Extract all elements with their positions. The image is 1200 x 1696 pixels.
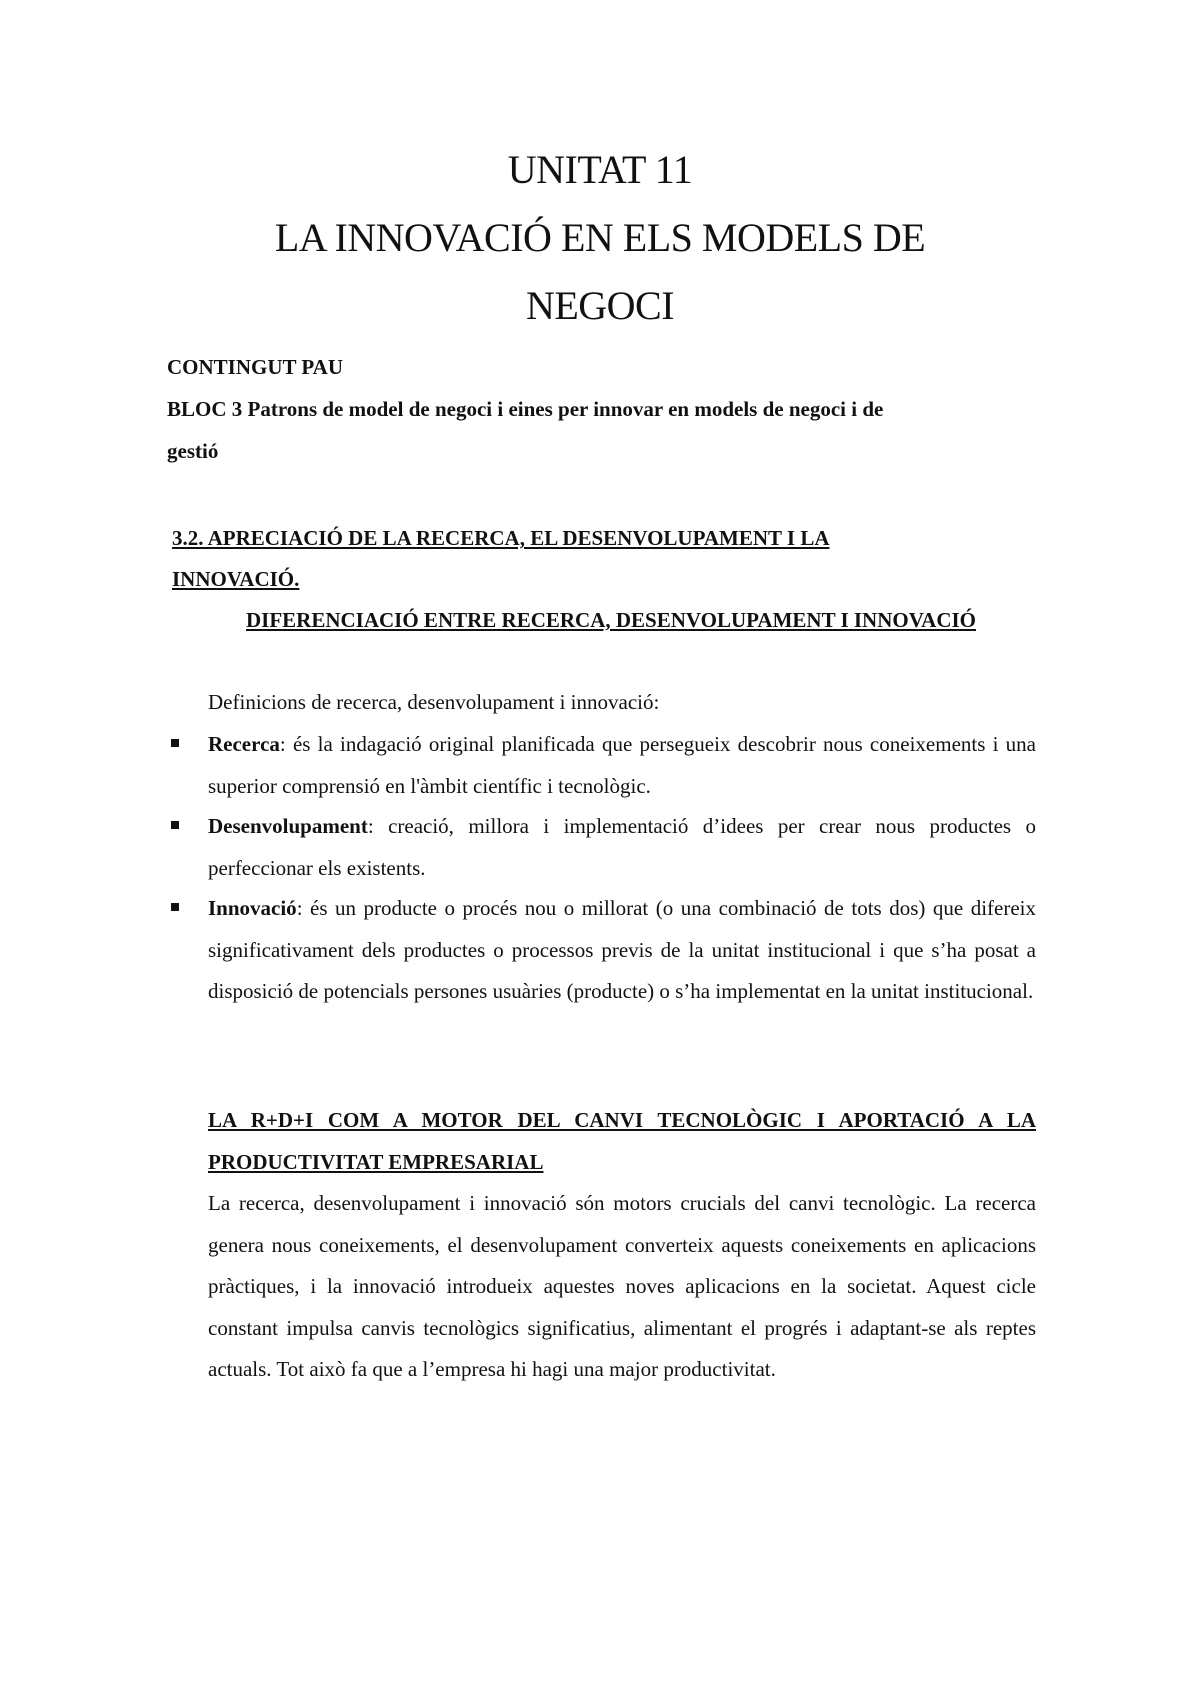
unit-subtitle-line1: LA INNOVACIÓ EN ELS MODELS DE — [274, 215, 926, 260]
bloc-line1: BLOC 3 Patrons de model de negoci i eines per innovar en models de negoci i de — [167, 397, 884, 421]
definition-desenvolupament: : creació, millora i implementació d’idees per crear nous productes o perfeccionar els existents. — [208, 814, 1036, 880]
square-bullet-icon — [171, 821, 179, 829]
definition-recerca: : és la indagació original planificada que persegueix descobrir nous coneixements i una superior comprensió en l'àmbit científic i tecnològic. — [208, 732, 1036, 798]
list-item-recerca — [208, 724, 1036, 807]
term-desenvolupament: Desenvolupament — [208, 814, 368, 838]
rdi-paragraph: La recerca, desenvolupament i innovació són motors crucials del canvi tecnològic. La recerca genera nous coneixements, el desenvolupament converteix aquests coneixements en aplicacions pràctiques, i la innovació introdueix aquestes noves aplicacions en la societat. Aquest cicle constant impulsa canvis tecnològics significatius, alimentant el progrés i adaptant-se als reptes actuals. Tot això fa que a l’empresa hi hagi una major productivitat. — [208, 1191, 1036, 1381]
unit-title: UNITAT 11 — [507, 147, 693, 192]
term-recerca: Recerca — [208, 732, 280, 756]
list-item-desenvolupament — [208, 806, 1036, 889]
list-item-innovacio — [208, 888, 1036, 1013]
section-heading-rdi: LA R+D+I COM A MOTOR DEL CANVI TECNOLÒGIC I APORTACIÓ A LA PRODUCTIVITAT EMPRESARIAL — [208, 1108, 1036, 1174]
square-bullet-icon — [171, 903, 179, 911]
section-heading-3-2: 3.2. APRECIACIÓ DE LA RECERCA, EL DESENVOLUPAMENT I LA INNOVACIÓ. — [172, 526, 830, 591]
definition-innovacio: : és un producte o procés nou o millorat (o una combinació de tots dos) que difereix significativament dels productes o processos previs de la unitat institucional i que s’ha posat a disposició de potencials persones usuàries (producte) o s’ha implementat en la unitat institucional. — [208, 896, 1036, 1003]
definitions-intro: Definicions de recerca, desenvolupament i innovació: — [208, 690, 660, 714]
contingut-label: CONTINGUT PAU — [167, 355, 343, 379]
unit-subtitle-line2: NEGOCI — [525, 283, 675, 328]
square-bullet-icon — [171, 739, 179, 747]
subheading-diferenciacio: DIFERENCIACIÓ ENTRE RECERCA, DESENVOLUPAMENT I INNOVACIÓ — [246, 608, 977, 632]
term-innovacio: Innovació — [208, 896, 297, 920]
bloc-line2: gestió — [167, 439, 219, 463]
